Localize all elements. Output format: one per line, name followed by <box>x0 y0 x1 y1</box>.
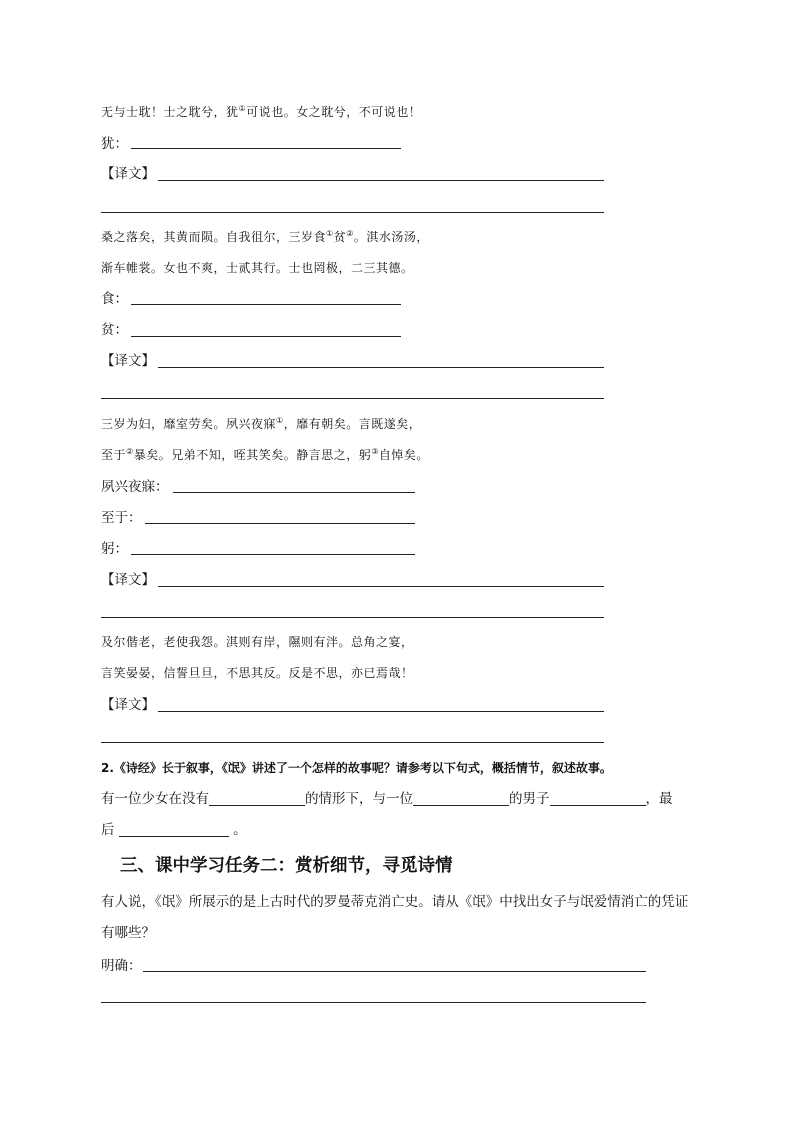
gong-label: 躬： <box>101 541 128 557</box>
yiwen-answer-line-2[interactable] <box>101 212 604 213</box>
suxing-label: 夙兴夜寐： <box>101 479 169 495</box>
sentence-part: ，最 <box>645 791 673 807</box>
zhiyu-answer-line[interactable] <box>145 523 415 524</box>
pin-answer-line[interactable] <box>131 336 401 337</box>
yiwen-label: 【译文】 <box>101 697 155 713</box>
zhiyu-label: 至于： <box>101 510 142 526</box>
yiwen-label: 【译文】 <box>101 166 155 182</box>
section-heading: 三、课中学习任务二：赏析细节，寻觅诗情 <box>120 856 453 876</box>
question-2-prompt: 2.《诗经》长于叙事，《氓》讲述了一个怎样的故事呢？请参考以下句式，概括情节，叙述故事。 <box>101 761 612 775</box>
sentence-part: 后 <box>101 822 115 838</box>
blank-condition[interactable] <box>209 791 305 806</box>
sentence-part: 。 <box>233 822 247 838</box>
sentence-part: 的情形下，与一位 <box>305 791 413 807</box>
pin-label: 贫： <box>101 322 128 338</box>
poem-line: 无与士耽！士之耽兮，犹①可说也。女之耽兮，不可说也！ <box>101 104 422 119</box>
yiwen-label: 【译文】 <box>101 572 155 588</box>
yiwen-answer-line[interactable] <box>158 711 604 712</box>
story-sentence-line-2 <box>101 821 247 839</box>
suxing-answer-line[interactable] <box>173 492 415 493</box>
shi-answer-line[interactable] <box>131 304 401 305</box>
answer-line[interactable] <box>143 971 646 972</box>
shi-label: 食： <box>101 291 128 307</box>
poem-line: 三岁为妇，靡室劳矣。夙兴夜寐①，靡有朝矣。言既遂矣， <box>101 416 422 431</box>
yiwen-answer-line-2[interactable] <box>101 617 604 618</box>
poem-line: 渐车帷裳。女也不爽，士贰其行。士也罔极，二三其德。 <box>101 261 414 275</box>
section-paragraph: 有哪些？ <box>101 925 155 941</box>
section-paragraph: 有人说，《氓》所展示的是上古时代的罗曼蒂克消亡史。请从《氓》中找出女子与氓爱情消亡的凭证 <box>101 894 689 910</box>
blank-man-type[interactable] <box>413 791 509 806</box>
sentence-part: 有一位少女在没有 <box>101 791 209 807</box>
poem-line: 桑之落矣，其黄而陨。自我徂尔，三岁食①贫②。淇水汤汤， <box>101 229 429 244</box>
blank-action[interactable] <box>550 791 646 806</box>
poem-line: 至于②暴矣。兄弟不知，咥其笑矣。静言思之，躬③自悼矣。 <box>101 447 429 462</box>
sentence-part: 的男子 <box>509 791 550 807</box>
yiwen-answer-line-2[interactable] <box>101 398 604 399</box>
story-sentence-line-1 <box>101 790 673 808</box>
yiwen-answer-line[interactable] <box>158 586 604 587</box>
blank-ending[interactable] <box>119 822 229 837</box>
gong-answer-line[interactable] <box>131 554 415 555</box>
yiwen-answer-line-2[interactable] <box>101 742 604 743</box>
you-answer-line[interactable] <box>131 148 401 149</box>
yiwen-answer-line[interactable] <box>158 180 604 181</box>
you-label: 犹： <box>101 136 128 152</box>
poem-line: 言笑晏晏，信誓旦旦，不思其反。反是不思，亦已焉哉！ <box>101 666 414 680</box>
answer-line-2[interactable] <box>101 1002 646 1003</box>
yiwen-label: 【译文】 <box>101 353 155 369</box>
poem-line: 及尔偕老，老使我怨。淇则有岸，隰则有泮。总角之宴， <box>101 635 414 649</box>
yiwen-answer-line[interactable] <box>158 367 604 368</box>
answer-label: 明确： <box>101 958 142 974</box>
